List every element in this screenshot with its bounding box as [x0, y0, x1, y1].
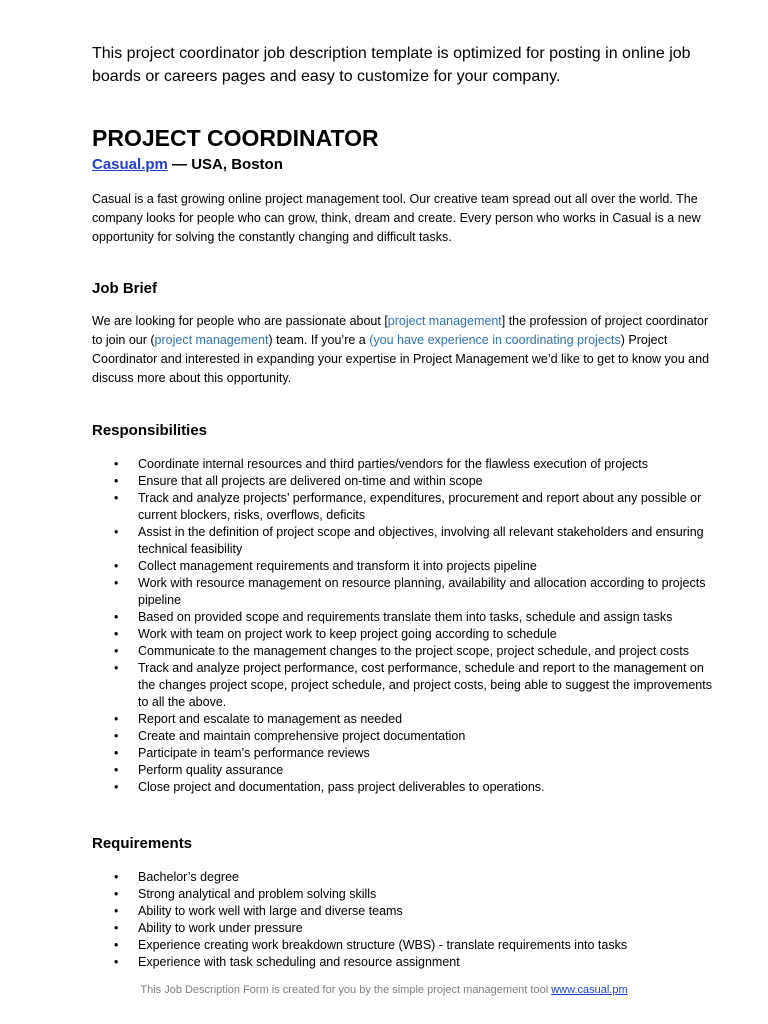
job-brief-highlight-3: (you have experience in coordinating projects	[369, 333, 621, 347]
list-item	[92, 886, 712, 903]
list-item-text: Collect management requirements and transform it into projects pipeline	[138, 559, 537, 573]
bullet-icon: •	[114, 887, 119, 901]
page-title: PROJECT COORDINATOR	[92, 125, 379, 151]
list-item-text: Track and analyze project performance, cost performance, schedule and report to the management on the changes project scope, project schedule, and project costs, being able to suggest the improvements to all the above.	[138, 661, 712, 709]
job-brief-part-4: ) Project Coordinator and interested in expanding your expertise in Project Management we’d like to get to know you and discuss more about this opportunity.	[92, 333, 710, 385]
bullet-icon: •	[114, 955, 119, 969]
list-item-text: Assist in the definition of project scope and objectives, involving all relevant stakeholders and ensuring technical feasibility	[138, 525, 704, 556]
list-item	[92, 711, 712, 728]
list-item-text: Participate in team’s performance reviews	[138, 746, 370, 760]
bullet-icon: •	[114, 712, 119, 726]
list-item-text: Experience creating work breakdown structure (WBS) - translate requirements into tasks	[138, 938, 628, 952]
bullet-icon: •	[114, 610, 119, 624]
list-item	[92, 660, 712, 711]
bullet-icon: •	[114, 576, 119, 590]
list-item-text: Work with resource management on resource planning, availability and allocation according to projects pipeline	[138, 576, 706, 607]
list-item	[92, 473, 712, 490]
list-item	[92, 524, 712, 558]
list-item	[92, 643, 712, 660]
bullet-icon: •	[114, 763, 119, 777]
responsibilities-list	[92, 456, 712, 796]
list-item	[92, 456, 712, 473]
list-item-text: Track and analyze projects’ performance, expenditures, procurement and report about any possible or current blockers, risks, overflows, deficits	[138, 491, 702, 522]
list-item	[92, 609, 712, 626]
job-brief-part-2: ] the profession of project coordinator to join our (	[92, 314, 709, 347]
list-item	[92, 937, 712, 954]
job-brief-text	[92, 312, 712, 388]
list-item-text: Create and maintain comprehensive project documentation	[138, 729, 466, 743]
list-item	[92, 762, 712, 779]
bullet-icon: •	[114, 938, 119, 952]
job-brief-highlight-1: project management	[387, 314, 502, 328]
bullet-icon: •	[114, 644, 119, 658]
job-brief-part-3: ) team. If you’re a	[268, 333, 370, 347]
bullet-icon: •	[114, 457, 119, 471]
list-item-text: Ensure that all projects are delivered on-time and within scope	[138, 474, 483, 488]
list-item-text: Experience with task scheduling and resource assignment	[138, 955, 460, 969]
footer-text: This Job Description Form is created for you by the simple project management tool	[140, 984, 552, 996]
list-item	[92, 490, 712, 524]
list-item	[92, 728, 712, 745]
list-item	[92, 558, 712, 575]
company-link[interactable]: Casual.pm	[92, 156, 168, 173]
job-brief-heading: Job Brief	[92, 280, 158, 297]
list-item-text: Coordinate internal resources and third parties/vendors for the flawless execution of projects	[138, 457, 648, 471]
list-item	[92, 920, 712, 937]
job-brief-highlight-2: project management	[154, 333, 269, 347]
bullet-icon: •	[114, 904, 119, 918]
company-line	[92, 155, 283, 175]
list-item	[92, 779, 712, 796]
company-location: — USA, Boston	[167, 156, 283, 173]
bullet-icon: •	[114, 729, 119, 743]
company-description: Casual is a fast growing online project management tool. Our creative team spread out all over the world. The company looks for people who can grow, think, dream and create. Every person who works in Casual is a new opportunity for solving the constantly changing and difficult tasks.	[92, 192, 701, 244]
responsibilities-heading: Responsibilities	[92, 422, 208, 439]
bullet-icon: •	[114, 491, 119, 505]
footer-link[interactable]: www.casual.pm	[551, 984, 628, 996]
list-item	[92, 869, 712, 886]
requirements-heading: Requirements	[92, 835, 193, 852]
bullet-icon: •	[114, 474, 119, 488]
list-item-text: Strong analytical and problem solving skills	[138, 887, 377, 901]
list-item-text: Ability to work well with large and diverse teams	[138, 904, 403, 918]
list-item	[92, 954, 712, 971]
bullet-icon: •	[114, 921, 119, 935]
bullet-icon: •	[114, 559, 119, 573]
list-item-text: Report and escalate to management as needed	[138, 712, 403, 726]
list-item-text: Work with team on project work to keep project going according to schedule	[138, 627, 557, 641]
bullet-icon: •	[114, 627, 119, 641]
list-item	[92, 745, 712, 762]
list-item-text: Based on provided scope and requirements translate them into tasks, schedule and assign tasks	[138, 610, 673, 624]
list-item-text: Communicate to the management changes to the project scope, project schedule, and project costs	[138, 644, 690, 658]
list-item	[92, 575, 712, 609]
list-item-text: Close project and documentation, pass project deliverables to operations.	[138, 780, 545, 794]
bullet-icon: •	[114, 661, 119, 675]
bullet-icon: •	[114, 746, 119, 760]
list-item	[92, 626, 712, 643]
bullet-icon: •	[114, 525, 119, 539]
intro-text: This project coordinator job description template is optimized for posting in online job boards or careers pages and easy to customize for your company.	[92, 45, 691, 85]
list-item-text: Perform quality assurance	[138, 763, 284, 777]
job-brief-part-1: We are looking for people who are passionate about [	[92, 314, 388, 328]
footer	[0, 983, 768, 997]
list-item-text: Ability to work under pressure	[138, 921, 303, 935]
list-item-text: Bachelor’s degree	[138, 870, 239, 884]
bullet-icon: •	[114, 870, 119, 884]
bullet-icon: •	[114, 780, 119, 794]
requirements-list	[92, 869, 712, 971]
list-item	[92, 903, 712, 920]
